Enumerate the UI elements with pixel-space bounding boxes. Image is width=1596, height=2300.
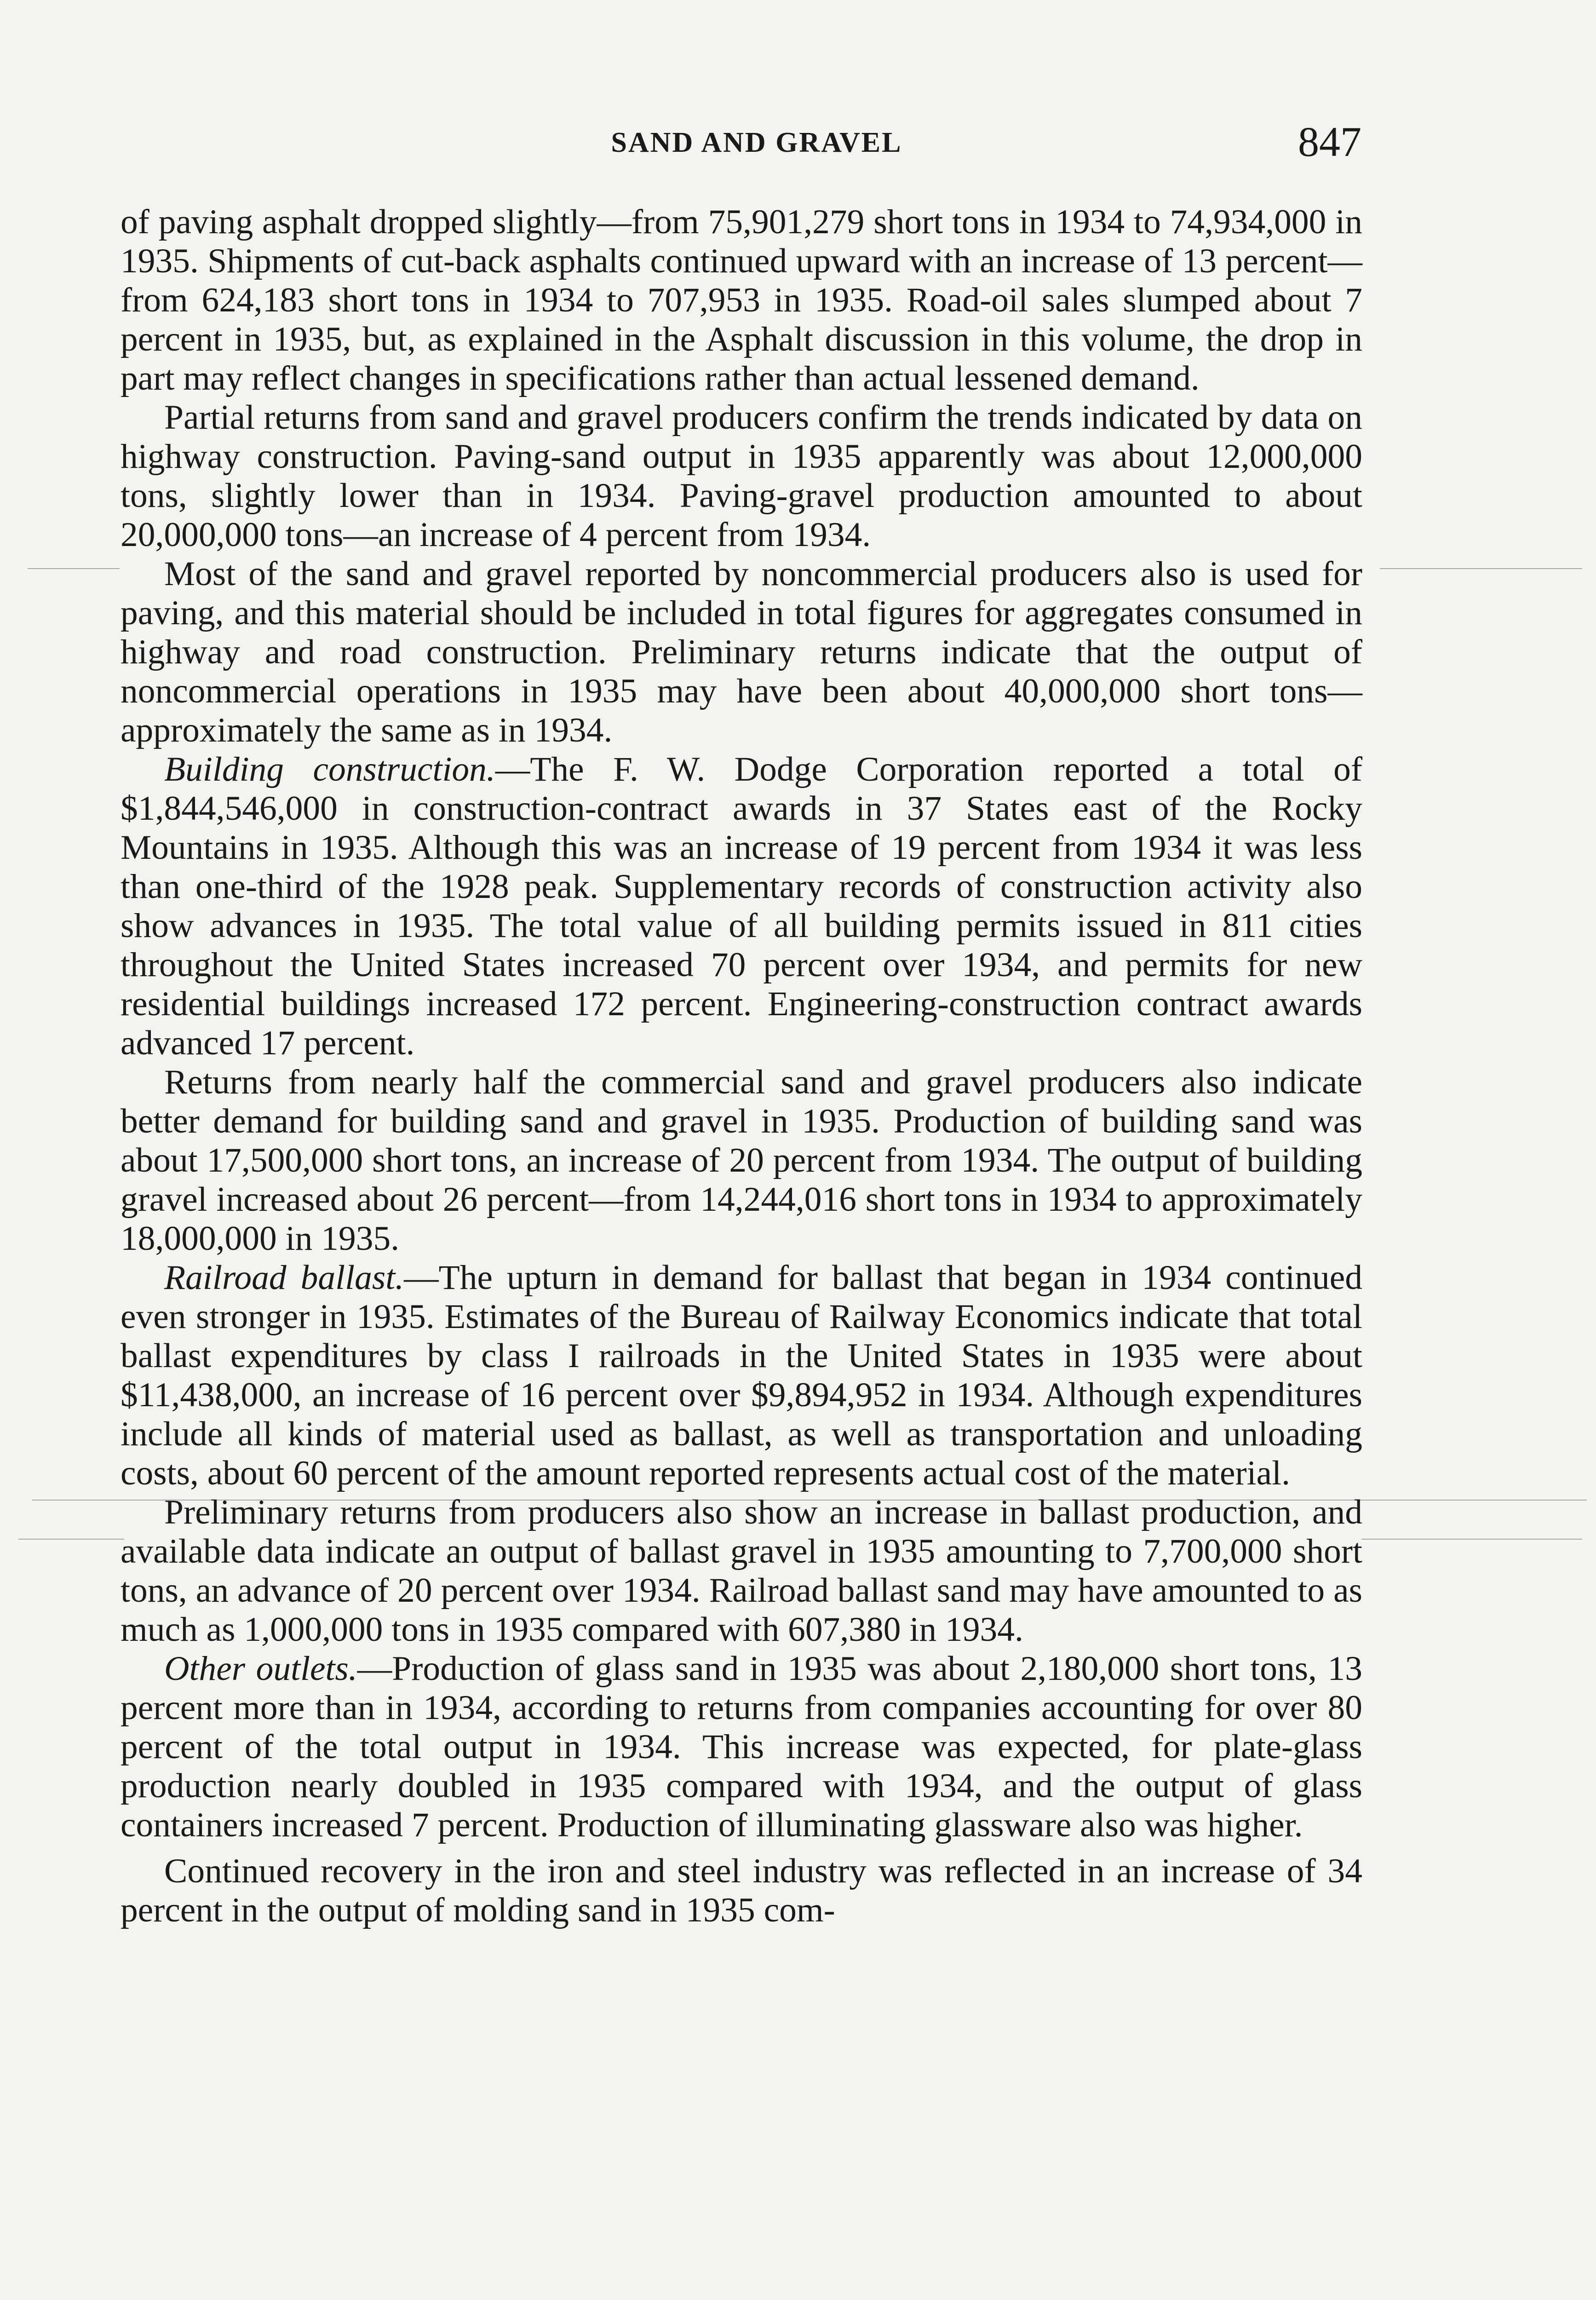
paragraph-molding-sand bbox=[121, 1852, 1362, 1930]
section-heading: Railroad ballast. bbox=[164, 1259, 404, 1297]
paragraph-text: Continued recovery in the iron and steel industry was reflected in an increase of 34 percent in the output of molding sand in 1935 com- bbox=[121, 1852, 1362, 1929]
paragraph-building-construction bbox=[121, 750, 1362, 1063]
paragraph-text: —Production of glass sand in 1935 was about 2,180,000 short tons, 13 percent more than in 1934, according to returns from companies accounting for over 80 percent of the total output in 1934. This increase was expected, for plate-glass production nearly doubled in 1935 compared with 1934, and the output of glass containers increased 7 percent. Production of illuminating glassware also was higher. bbox=[121, 1650, 1362, 1844]
paragraph-ballast-production bbox=[121, 1493, 1362, 1649]
margin-rule bbox=[28, 568, 120, 569]
paragraph-text: of paving asphalt dropped slightly—from 75,901,279 short tons in 1934 to 74,934,000 in 1935. Shipments of cut-back asphalts continued upward with an increase of 13 percent—from 624,183 short tons in 1934 to 707,953 in 1935. Road-oil sales slumped about 7 percent in 1935, but, as explained in the Asphalt discussion in this volume, the drop in part may reflect changes in specifications rather than actual lessened demand. bbox=[121, 203, 1362, 397]
page-number: 847 bbox=[1298, 118, 1361, 165]
paragraph-paving bbox=[121, 398, 1362, 554]
paragraph-text: Preliminary returns from producers also show an increase in ballast production, and available data indicate an output of ballast gravel in 1935 amounting to 7,700,000 short tons, an advance of 20 percent over 1934. Railroad ballast sand may have amounted to as much as 1,000,000 tons in 1935 compared with 607,380 in 1934. bbox=[121, 1493, 1362, 1649]
paragraph-noncommercial bbox=[121, 554, 1362, 750]
paragraph-other-outlets bbox=[121, 1649, 1362, 1845]
margin-rule bbox=[18, 1539, 124, 1540]
paragraph-text: —The upturn in demand for ballast that began in 1934 continued even stronger in 1935. Estimates of the Bureau of Railway Economics indicate that total ballast expenditures by class I railroads in the United States in 1935 were about $11,438,000, an increase of 16 percent over $9,894,952 in 1934. Although expenditures include all kinds of material used as ballast, as well as transportation and unloading costs, about 60 percent of the amount reported represents actual cost of the material. bbox=[121, 1259, 1362, 1492]
paragraph-text: Partial returns from sand and gravel producers confirm the trends indicated by data on highway construction. Paving-sand output in 1935 apparently was about 12,000,000 tons, slightly lower than in 1934. Paving-gravel production amounted to about 20,000,000 tons—an increase of 4 percent from 1934. bbox=[121, 398, 1362, 554]
paragraph-railroad-ballast bbox=[121, 1258, 1362, 1493]
margin-rule bbox=[1361, 1539, 1582, 1540]
section-heading: Other outlets. bbox=[164, 1650, 357, 1688]
body-text bbox=[121, 202, 1362, 1930]
paragraph-asphalt bbox=[121, 202, 1362, 398]
running-head bbox=[152, 117, 1361, 172]
margin-rule bbox=[1380, 568, 1582, 569]
running-title: SAND AND GRAVEL bbox=[611, 127, 902, 158]
section-heading: Building construction. bbox=[164, 750, 495, 788]
paragraph-text: Most of the sand and gravel reported by noncommercial producers also is used for paving, and this material should be included in total figures for aggregates consumed in highway and road construction. Preliminary returns indicate that the output of noncommercial operations in 1935 may have been about 40,000,000 short tons—approximately the same as in 1934. bbox=[121, 555, 1362, 749]
paragraph-text: Returns from nearly half the commercial sand and gravel producers also indicate better demand for building sand and gravel in 1935. Production of building sand was about 17,500,000 short tons, an increase of 20 percent from 1934. The output of building gravel increased about 26 percent—from 14,244,016 short tons in 1934 to approximately 18,000,000 in 1935. bbox=[121, 1063, 1362, 1258]
paragraph-text: —The F. W. Dodge Corporation reported a total of $1,844,546,000 in construction-contract awards in 37 States east of the Rocky Mountains in 1935. Although this was an increase of 19 percent from 1934 it was less than one-third of the 1928 peak. Supplementary records of construction activity also show advances in 1935. The total value of all building permits issued in 811 cities throughout the United States increased 70 percent over 1934, and permits for new residential buildings increased 172 percent. Engineering-construction contract awards advanced 17 percent. bbox=[121, 750, 1362, 1062]
paragraph-building-sand bbox=[121, 1063, 1362, 1258]
